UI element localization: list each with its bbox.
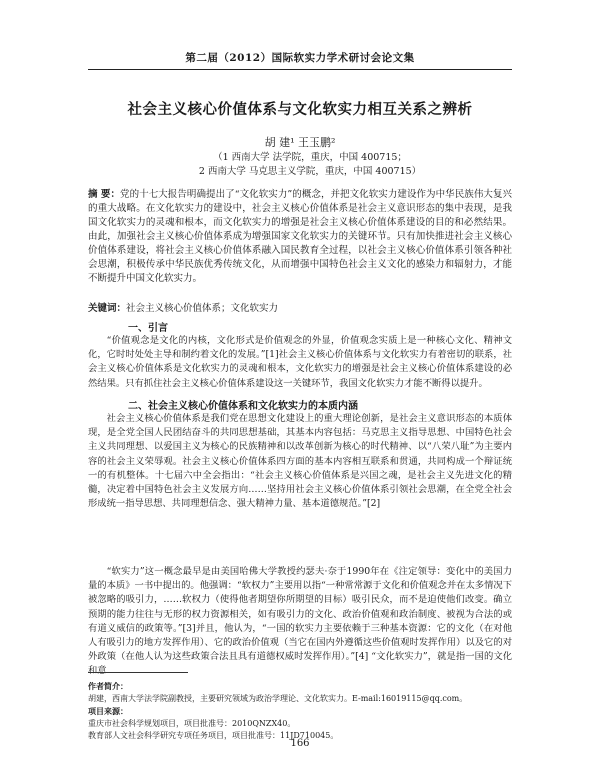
author-intro-label: 作者简介：: [88, 681, 128, 691]
affiliation-2: 2 西南大学 马克思主义学院，重庆，中国 400715）: [198, 166, 422, 177]
body-paragraph: “价值观念是文化的内核，文化形式是价值观念的外显，价值观念实质上是一种核心文化、精神文化，它时时处处主导和制约着文化的发展。”[1]社会主义核心价值体系与文化软实力有着密切的联系，社会主义核心价值体系是文化软实力的灵魂和根本，文化软实力的增强是社会主义核心价值体系建设的必然结果。只有抓住社会主义核心价值体系建设这一关键环节，我国文化软实力才能不断得以提升。: [88, 335, 512, 389]
abstract-label: 摘 要：: [88, 189, 121, 200]
keywords-text: 社会主义核心价值体系；文化软实力: [126, 303, 279, 314]
footnotes: [88, 680, 512, 743]
abstract-text: 党的十七大报告明确提出了“文化软实力”的概念，并把文化软实力建设作为中华民族伟大复兴的重大战略。在文化软实力的建设中，社会主义核心价值体系是社会主义意识形态的集中表现，是我国文化软实力的灵魂和根本，而文化软实力的增强是社会主义核心价值体系建设的目的和必然结果。由此，加强社会主义核心价值体系成为增强国家文化软实力的关键环节。只有加快推进社会主义核心价值体系建设，将社会主义核心价值体系融入国民教育全过程，以社会主义核心价值体系引领各种社会思潮，积极传承中华民族优秀传统文化，从而增强中国特色社会主义文化的感染力和辐射力，才能不断提升中国文化软实力。: [88, 189, 512, 284]
abstract: [88, 188, 512, 286]
header-rule: [88, 69, 512, 70]
section-heading-essence: 二、社会主义核心价值体系和文化软实力的本质内涵: [128, 401, 358, 412]
author-line: 胡 建¹ 王玉鹏²: [264, 136, 336, 149]
section-heading-intro: 一、引言: [128, 323, 168, 334]
keywords: [88, 302, 512, 316]
running-head: 第二届（2012）国际软实力学术研讨会论文集: [185, 52, 415, 64]
body-paragraph: “软实力”这一概念最早是由美国哈佛大学教授约瑟夫·奈于1990年在《注定领导：变化中的美国力量的本质》一书中提出的。他强调：“软权力”主要用以指“一种常常源于文化和价值观念并在太多情况下被忽略的吸引力，……软权力（使得他者期望你所期望的目标）吸引民众，而不是迫使他们改变。确立预期的能力往往与无形的权力资源相关，如有吸引力的文化、政治价值观和政治制度、被视为合法的或有道义威信的政策等。”[3]并且，他认为，“一国的软实力主要依赖于三种基本资源：它的文化（在对他人有吸引力的地方发挥作用）、它的政治价值观（当它在国内外遵循这些价值观时发挥作用）以及它的对外政策（在他人认为这些政策合法且具有道德权威时发挥作用）。”[4] “文化软实力”，就是指一国的文化和意: [88, 566, 512, 677]
footnote-rule: [88, 672, 188, 673]
keywords-label: 关键词：: [88, 303, 127, 314]
author-intro-text: 胡建，西南大学法学院副教授，主要研究领域为政治学理论、文化软实力。E-mail:16019115@qq.com。: [88, 693, 468, 703]
paper-title: 社会主义核心价值体系与文化软实力相互关系之辨析: [127, 101, 473, 118]
page-number: 166: [290, 738, 310, 749]
project-item: 教育部人文社会科学研究专项任务项目，项目批准号：11JD710045。: [88, 731, 339, 740]
project-source-label: 项目来源：: [88, 706, 128, 716]
body-paragraph: 社会主义核心价值体系是我们党在思想文化建设上的重大理论创新，是社会主义意识形态的本质体现，是全党全国人民团结奋斗的共同思想基础，其基本内容包括：马克思主义指导思想、中国特色社会主义共同理想、以爱国主义为核心的民族精神和以改革创新为核心的时代精神、以“八荣八耻”为主要内容的社会主义荣辱观。社会主义核心价值体系四方面的基本内容相互联系和贯通，共同构成一个辩证统一的有机整体。十七届六中全会指出：“社会主义核心价值体系是兴国之魂，是社会主义先进文化的精髓，决定着中国特色社会主义发展方向……坚持用社会主义核心价值体系引领社会思潮，在全党全社会形成统一指导思想、共同理想信念、强大精神力量、基本道德规范。”[2]: [88, 413, 512, 510]
affiliation-1: （1 西南大学 法学院，重庆，中国 400715；: [213, 152, 407, 163]
project-item: 重庆市社会科学规划项目，项目批准号：2010QNZX40。: [88, 718, 296, 728]
